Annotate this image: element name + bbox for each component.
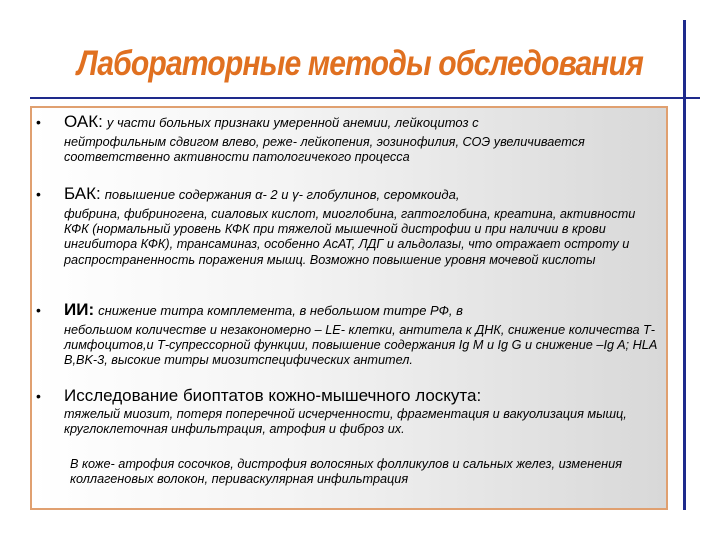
- bullet-icon: •: [36, 186, 41, 202]
- item-heading: [64, 184, 459, 204]
- item-extra: В коже- атрофия сосочков, дистрофия волосяных фолликулов и сальных желез, изменения коллагеновых волокон, периваскулярная инфильтрация: [70, 457, 622, 487]
- slide-title: Лабораторные методы обследования: [77, 44, 643, 83]
- item-heading-rest: снижение титра комплемента, в небольшом титре РФ, в: [98, 303, 463, 318]
- item-heading: [64, 112, 479, 132]
- item-heading-label: Исследование биоптатов кожно-мышечного лоскута:: [64, 386, 482, 405]
- item-heading: [64, 300, 463, 320]
- item-body: фибрина, фибриногена, сиаловых кислот, миоглобина, гаптоглобина, креатина, активности КФК (нормальный уровень КФК при тяжелой мышечной дистрофии и при наличии в крови ингибитора КФК), трансаминаз, особенно АсАТ, ЛДГ и альдолазы, что отражает остроту и распространенность поражения мышц. Возможно повышение уровня мочевой кислоты: [64, 207, 636, 267]
- item-heading-label: ОАК:: [64, 112, 103, 131]
- item-heading-label: ИИ:: [64, 300, 95, 319]
- item-body: нейтрофильным сдвигом влево, реже- лейкопения, эозинофилия, СОЭ увеличивается соответственно активности патологичекого процесса: [64, 135, 585, 165]
- item-heading-label: БАК:: [64, 184, 101, 203]
- item-heading-rest: у части больных признаки умеренной анемии, лейкоцитоз с: [106, 115, 479, 130]
- item-heading: [64, 386, 481, 406]
- vertical-rule: [683, 20, 686, 510]
- bullet-icon: •: [36, 388, 41, 404]
- horizontal-rule: [30, 97, 700, 99]
- item-heading-rest: повышение содержания α- 2 и γ- глобулинов, серомкоида,: [104, 187, 460, 202]
- content-box: [30, 106, 668, 510]
- item-body: небольшом количестве и незакономерно – LE- клетки, антитела к ДНК, снижение количества Т-лимфоцитов,и Т-супрессорной функции, повышение содержания Ig M и Ig G и снижение –Ig A; HLA B,BK-3, высокие титры миозитспецифических антител.: [64, 323, 657, 368]
- bullet-icon: •: [36, 302, 41, 318]
- item-body: тяжелый миозит, потеря поперечной исчерченности, фрагментация и вакуолизация мышц, круглоклеточная инфильтрация, атрофия и фиброз их.: [64, 407, 627, 437]
- bullet-icon: •: [36, 114, 41, 130]
